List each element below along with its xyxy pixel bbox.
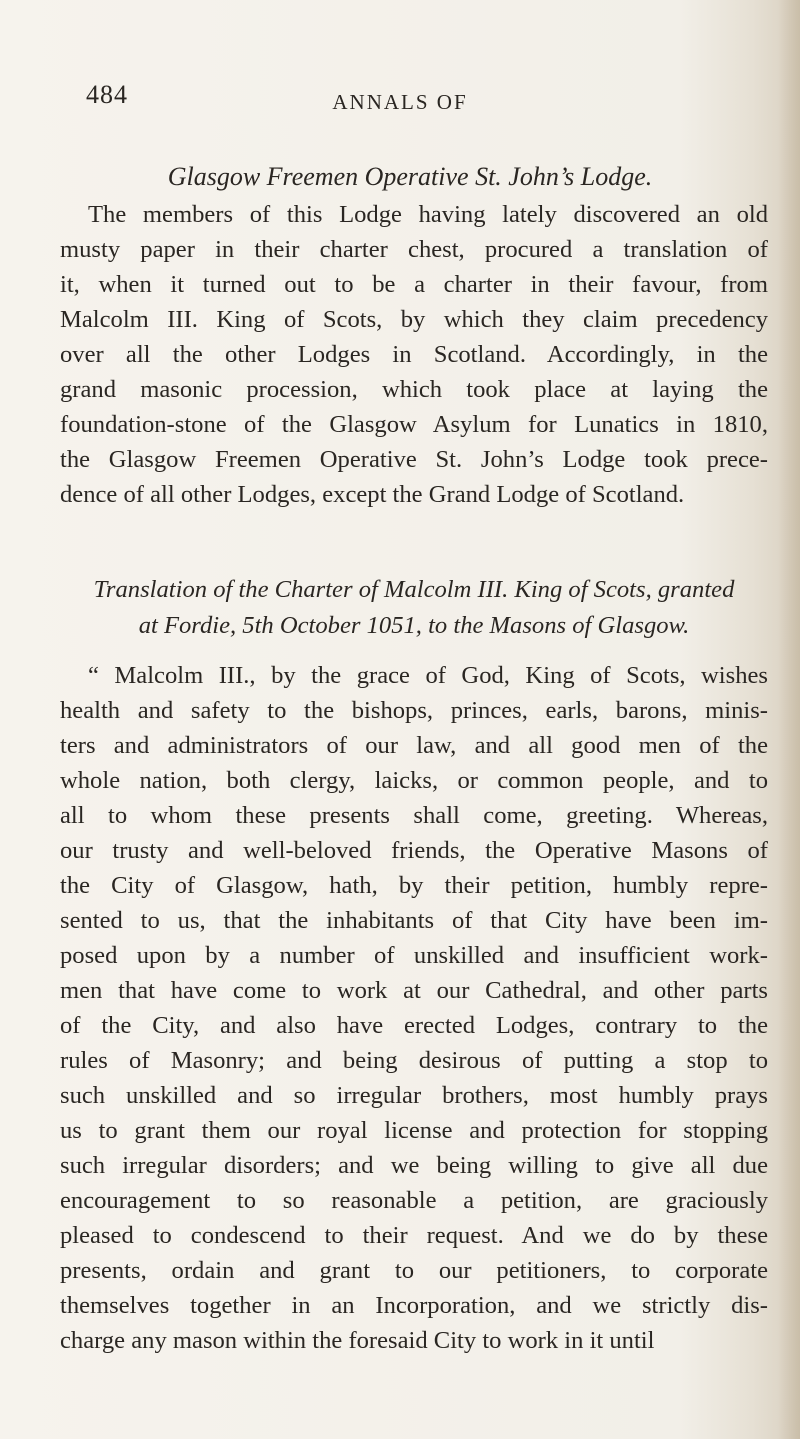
paragraph-line: dence of all other Lodges, except the Grand Lodge of Scotland. — [60, 481, 685, 508]
paragraph-line: such unskilled and so irregular brothers, most humbly prays — [60, 1082, 768, 1109]
paragraph-line: such irregular disorders; and we being willing to give all due — [60, 1152, 768, 1179]
page-number: 484 — [86, 80, 128, 109]
paragraph-line: all to whom these presents shall come, greeting. Whereas, — [60, 802, 768, 829]
charter-heading-line: at Fordie, 5th October 1051, to the Masons of Glasgow. — [138, 612, 690, 639]
section-heading: Glasgow Freemen Operative St. John’s Lodge. — [167, 162, 653, 191]
paragraph-line: whole nation, both clergy, laicks, or common people, and to — [60, 767, 768, 794]
paragraph-line: pleased to condescend to their request. And we do by these — [60, 1222, 768, 1249]
paragraph-line: it, when it turned out to be a charter in their favour, from — [60, 271, 768, 298]
page-edge-shadow — [778, 0, 800, 1439]
charter-heading — [60, 572, 768, 644]
paragraph-line: musty paper in their charter chest, procured a translation of — [60, 236, 768, 263]
paragraph-line: The members of this Lodge having lately discovered an old — [88, 201, 768, 228]
paragraph-line: presents, ordain and grant to our petitioners, to corporate — [60, 1257, 768, 1284]
paragraph-line: men that have come to work at our Cathedral, and other parts — [60, 977, 768, 1004]
lodge-paragraph — [60, 197, 768, 512]
charter-paragraph — [60, 658, 768, 1358]
paragraph-line: posed upon by a number of unskilled and insufficient work- — [60, 942, 768, 969]
paragraph-line: health and safety to the bishops, princes, earls, barons, minis- — [60, 697, 768, 724]
paragraph-line: Malcolm III. King of Scots, by which they claim precedency — [60, 306, 768, 333]
paragraph-line: ters and administrators of our law, and all good men of the — [60, 732, 768, 759]
paragraph-line: us to grant them our royal license and protection for stopping — [60, 1117, 768, 1144]
charter-heading-line: Translation of the Charter of Malcolm III. King of Scots, granted — [93, 576, 735, 603]
paragraph-line: the City of Glasgow, hath, by their petition, humbly repre- — [60, 872, 768, 899]
paragraph-line: of the City, and also have erected Lodges, contrary to the — [60, 1012, 768, 1039]
paragraph-line: encouragement to so reasonable a petition, are graciously — [60, 1187, 768, 1214]
paragraph-line: “ Malcolm III., by the grace of God, King of Scots, wishes — [88, 662, 768, 689]
paragraph-line: themselves together in an Incorporation, and we strictly dis- — [60, 1292, 768, 1319]
paragraph-line: our trusty and well-beloved friends, the Operative Masons of — [60, 837, 768, 864]
paragraph-line: foundation-stone of the Glasgow Asylum for Lunatics in 1810, — [60, 411, 768, 438]
paragraph-line: charge any mason within the foresaid City to work in it until — [60, 1327, 655, 1354]
paragraph-line: sented to us, that the inhabitants of that City have been im- — [60, 907, 768, 934]
running-head: ANNALS OF — [332, 90, 468, 114]
paragraph-line: rules of Masonry; and being desirous of putting a stop to — [60, 1047, 768, 1074]
paragraph-line: grand masonic procession, which took place at laying the — [60, 376, 768, 403]
paragraph-line: over all the other Lodges in Scotland. Accordingly, in the — [60, 341, 768, 368]
paragraph-line: the Glasgow Freemen Operative St. John’s Lodge took prece- — [60, 446, 768, 473]
